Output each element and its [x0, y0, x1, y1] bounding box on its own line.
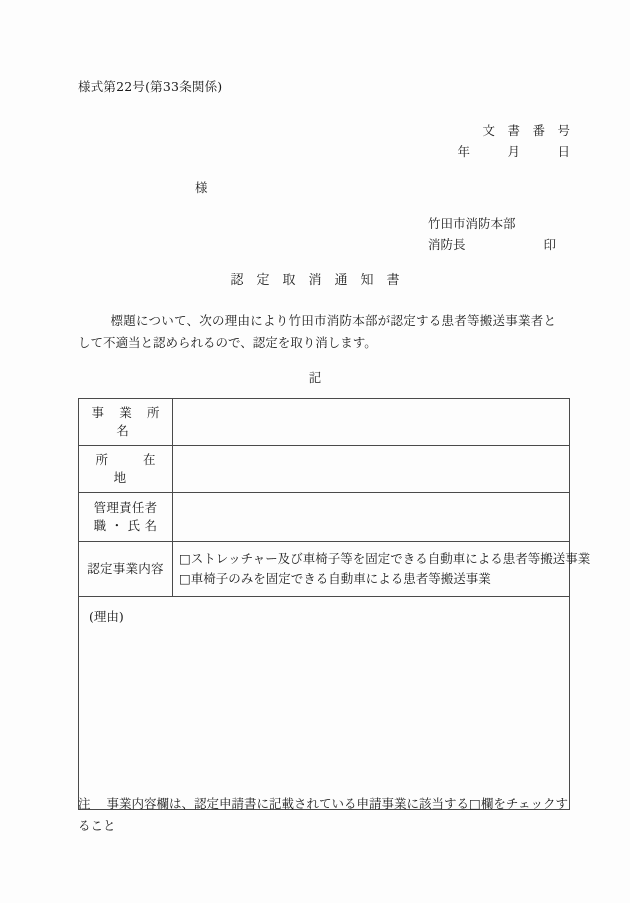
page-title: 認 定 取 消 通 知 書 [230, 273, 400, 288]
checkbox-list [179, 549, 591, 589]
field-reason[interactable] [79, 597, 570, 810]
label-manager-line1: 管理責任者 [93, 500, 158, 515]
table-row [79, 399, 570, 446]
table-row [79, 446, 570, 493]
checkbox-option-stretcher[interactable]: □ストレッチャー及び車椅子等を固定できる自動車による患者等搬送事業 [179, 551, 591, 566]
field-manager[interactable] [173, 493, 570, 542]
addressee-suffix: 様 [195, 180, 208, 195]
issuer-organization: 竹田市消防本部 [428, 216, 516, 231]
label-reason: (理由) [89, 609, 124, 624]
ki-marker: 記 [308, 370, 322, 385]
table-row [79, 597, 570, 810]
field-business-content [173, 542, 591, 597]
footnote [78, 793, 570, 837]
label-manager-line2: 職 ・ 氏 名 [93, 518, 158, 533]
form-number: 様式第22号(第33条関係) [78, 79, 223, 94]
label-business-content: 認定事業内容 [79, 542, 173, 597]
label-address: 所 在 地 [79, 446, 173, 493]
issuer-block [428, 213, 556, 255]
body-paragraph: 標題について、次の理由により竹田市消防本部が認定する患者等搬送事業者として不適当と認められるので、認定を取り消します。 [78, 313, 556, 350]
footnote-text: 事業内容欄は、認定申請書に記載されている申請事業に該当する□欄をチェックすること [78, 796, 568, 833]
issuer-title: 消防長 [428, 237, 466, 252]
label-manager [79, 493, 173, 542]
application-table [78, 398, 591, 810]
field-business-name[interactable] [173, 399, 570, 446]
document-meta-block [0, 120, 570, 162]
document-number-label: 文 書 番 号 [482, 123, 570, 138]
document-date-label: 年 月 日 [457, 144, 570, 159]
table-row [79, 542, 570, 597]
label-business-name: 事 業 所 名 [79, 399, 173, 446]
table-row [79, 493, 570, 542]
field-address[interactable] [173, 446, 570, 493]
checkbox-option-wheelchair[interactable]: □車椅子のみを固定できる自動車による患者等搬送事業 [179, 571, 491, 586]
seal-mark-icon: 印 [543, 237, 557, 252]
footnote-marker: 注 [78, 796, 91, 811]
